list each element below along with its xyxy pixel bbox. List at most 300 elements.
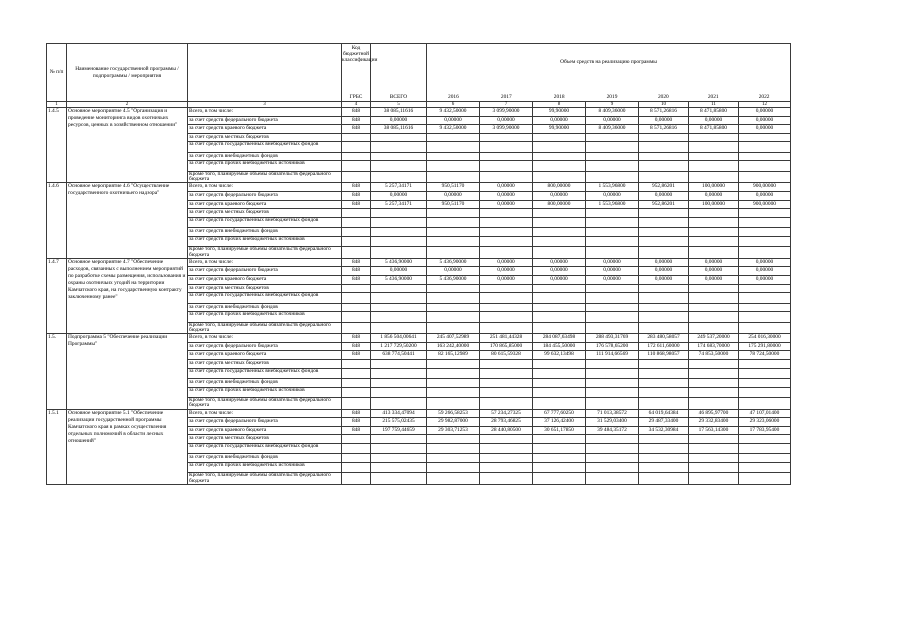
year-value: 0,00000 [480,200,533,209]
year-value: 8 409,36000 [586,125,639,134]
year-value: 0,00000 [639,258,689,267]
year-value [639,228,689,237]
year-value: 8 571,26816 [639,108,689,117]
total-value: 0,00000 [371,191,427,200]
year-value: 249 537,20000 [689,334,739,343]
year-value [586,209,639,218]
year-value [586,228,639,237]
year-value [533,435,586,444]
grbs-code [342,435,371,444]
year-value [689,217,739,228]
year-value: 5 436,90000 [427,275,480,284]
year-value [427,398,480,409]
year-value: 800,00000 [533,183,586,192]
year-value [586,322,639,333]
year-value [739,217,791,228]
funding-source: Кроме того, планируемые объемы обязательств федерального бюджета [188,322,342,333]
column-index: 8 [533,102,586,108]
header-year: 2016 [448,93,459,100]
year-value [739,133,791,142]
year-value [480,462,533,473]
funding-source: Всего, в том числе: [188,258,342,267]
year-value [739,398,791,409]
funding-source: за счет средств местных бюджетов [188,359,342,368]
year-value [427,217,480,228]
funding-source: за счет средств внебюджетных фондов [188,152,342,161]
grbs-code [342,236,371,247]
funding-source: за счет средств краевого бюджета [188,200,342,209]
grbs-code: 848 [342,275,371,284]
total-value: 5 257,34171 [371,200,427,209]
year-value [739,454,791,463]
year-value [639,368,689,379]
column-index: 5 [371,102,427,108]
year-value: 57 234,27325 [480,409,533,418]
year-value: 0,00000 [586,275,639,284]
year-value: 31 529,03400 [586,418,639,427]
total-value [371,228,427,237]
column-index: 7 [480,102,533,108]
year-value: 0,00000 [480,183,533,192]
header-source [188,44,342,102]
year-value [739,322,791,333]
year-value [739,303,791,312]
total-value: 638 774,50441 [371,351,427,360]
year-value: 99 632,13498 [533,351,586,360]
year-value [533,379,586,388]
total-value: 38 085,11616 [371,125,427,134]
grbs-code [342,454,371,463]
grbs-code [342,303,371,312]
year-value [639,236,689,247]
table-row [47,334,791,343]
year-value [586,293,639,304]
year-value [689,142,739,153]
header-volume: Объем средств на реализацию программы 2016 2017 2018 2019 2020 2021 2022 [427,44,791,102]
year-value [689,435,739,444]
year-value: 0,00000 [480,267,533,276]
year-value: 100,00000 [689,183,739,192]
year-value [639,284,689,293]
year-value [639,209,689,218]
year-value: 71 013,38572 [586,409,639,418]
header-year: 2018 [553,93,565,100]
year-value: 251 481,44328 [480,334,533,343]
year-value [480,152,533,161]
total-value [371,209,427,218]
total-value [371,247,427,258]
year-value [427,303,480,312]
funding-source: за счет средств федерального бюджета [188,418,342,427]
year-value [586,161,639,172]
year-value [427,228,480,237]
total-value [371,443,427,454]
year-value: 900,00000 [739,183,791,192]
year-value [480,473,533,484]
year-value [689,247,739,258]
grbs-code: 848 [342,334,371,343]
year-value [586,133,639,142]
year-value [427,368,480,379]
year-value [689,152,739,161]
year-value: 0,00000 [739,275,791,284]
grbs-code: 848 [342,351,371,360]
year-value [427,161,480,172]
funding-source: за счет средств федерального бюджета [188,191,342,200]
year-value [427,152,480,161]
year-value [480,293,533,304]
grbs-code [342,209,371,218]
funding-source: за счет средств местных бюджетов [188,284,342,293]
year-value: 0,00000 [739,125,791,134]
funding-source: за счет средств прочих внебюджетных источников [188,387,342,398]
total-value: 5 257,34171 [371,183,427,192]
year-value [639,142,689,153]
year-value [533,443,586,454]
grbs-code [342,473,371,484]
total-value [371,473,427,484]
year-value: 0,00000 [533,275,586,284]
row-number: 1.4.6 [47,183,67,258]
year-value: 0,00000 [533,258,586,267]
year-value [739,462,791,473]
column-index: 1 [47,102,67,108]
grbs-code [342,322,371,333]
grbs-code [342,379,371,388]
year-value: 0,00000 [427,267,480,276]
funding-source: за счет средств федерального бюджета [188,267,342,276]
grbs-code [342,387,371,398]
year-value [739,293,791,304]
year-value [586,387,639,398]
year-value [427,133,480,142]
year-value [639,152,689,161]
funding-source: за счет средств прочих внебюджетных источников [188,462,342,473]
year-value: 0,00000 [639,275,689,284]
year-value: 0,00000 [639,116,689,125]
total-value [371,284,427,293]
grbs-code: 848 [342,183,371,192]
year-value: 0,00000 [739,267,791,276]
measure-name: Основное мероприятие 4.5 "Организация и проведение мониторинга видов охотничьих ресурсов, ценных в хозяйственном отношении" [67,108,188,183]
grbs-code: 848 [342,418,371,427]
year-value [739,209,791,218]
year-value [533,236,586,247]
year-value [689,462,739,473]
header-name: Наименование государственной программы / подпрограммы / мероприятия [67,44,188,102]
year-value: 245 407,52989 [427,334,480,343]
year-value: 800,00000 [533,200,586,209]
funding-source: Кроме того, планируемые объемы обязательств федерального бюджета [188,473,342,484]
funding-source: Всего, в том числе: [188,409,342,418]
year-value [586,473,639,484]
year-value [689,312,739,323]
funding-source: за счет средств прочих внебюджетных источников [188,236,342,247]
measure-name: Основное мероприятие 4.6 "Осуществление государственного охотничьего надзора" [67,183,188,258]
year-value [533,217,586,228]
grbs-code: 848 [342,426,371,435]
year-value: 0,00000 [689,116,739,125]
grbs-code [342,152,371,161]
year-value: 0,00000 [739,258,791,267]
year-value: 47 107,01400 [739,409,791,418]
year-value [533,293,586,304]
year-value [533,387,586,398]
column-index: 11 [689,102,739,108]
year-value [480,209,533,218]
row-number: 1.5.1 [47,409,67,484]
year-value [689,368,739,379]
year-value [586,284,639,293]
year-value [480,247,533,258]
year-value [586,435,639,444]
year-value [480,236,533,247]
year-value [639,379,689,388]
year-value [689,398,739,409]
year-value [639,217,689,228]
year-value: 283 480,58057 [639,334,689,343]
year-value: 175 291,80000 [739,342,791,351]
funding-source: за счет средств государственных внебюджетных фондов [188,217,342,228]
column-index: 2 [67,102,188,108]
year-value: 176 578,65200 [586,342,639,351]
column-index: 3 [188,102,342,108]
year-value: 174 683,70000 [689,342,739,351]
grbs-code [342,398,371,409]
funding-source: за счет средств государственных внебюджетных фондов [188,368,342,379]
year-value [427,247,480,258]
year-value [739,387,791,398]
year-value [480,312,533,323]
funding-source: за счет средств краевого бюджета [188,275,342,284]
total-value: 38 085,11616 [371,108,427,117]
year-value [586,171,639,182]
grbs-code [342,142,371,153]
year-value [586,303,639,312]
year-value [639,473,689,484]
year-value: 39 484,35172 [586,426,639,435]
budget-table [46,43,791,485]
year-value [480,133,533,142]
grbs-code [342,312,371,323]
year-value: 0,00000 [739,116,791,125]
year-value: 170 865,85000 [480,342,533,351]
header-row [47,44,791,102]
year-value [427,171,480,182]
funding-source: за счет средств федерального бюджета [188,342,342,351]
year-value [427,236,480,247]
year-value [480,322,533,333]
year-value: 74 853,50000 [689,351,739,360]
year-value [639,398,689,409]
year-value: 46 895,97700 [689,409,739,418]
year-value [739,284,791,293]
year-value [689,228,739,237]
year-value [586,152,639,161]
year-value: 0,00000 [480,191,533,200]
funding-source: за счет средств внебюджетных фондов [188,454,342,463]
year-value [586,379,639,388]
grbs-code [342,359,371,368]
funding-source: за счет средств государственных внебюджетных фондов [188,443,342,454]
total-value [371,462,427,473]
year-value [689,236,739,247]
year-value: 28 793,46825 [480,418,533,427]
grbs-code [342,133,371,142]
table-row [47,409,791,418]
year-value: 100,00000 [689,200,739,209]
year-value: 0,00000 [427,116,480,125]
column-index: 4 [342,102,371,108]
grbs-code: 848 [342,116,371,125]
year-value: 8 409,36000 [586,108,639,117]
year-value: 9 432,50000 [427,108,480,117]
grbs-code [342,161,371,172]
funding-source: за счет средств краевого бюджета [188,426,342,435]
year-value [639,171,689,182]
year-value [480,142,533,153]
year-value [533,152,586,161]
year-value: 0,00000 [689,267,739,276]
table-row [47,183,791,192]
year-value [739,247,791,258]
year-value: 0,00000 [480,116,533,125]
funding-source: за счет средств местных бюджетов [188,435,342,444]
year-value: 184 455,50000 [533,342,586,351]
year-value: 5 436,90000 [427,258,480,267]
year-value: 0,00000 [639,267,689,276]
year-value: 900,00000 [739,200,791,209]
year-value [480,359,533,368]
year-value: 110 868,98057 [639,351,689,360]
year-value: 111 914,66569 [586,351,639,360]
year-value: 0,00000 [533,116,586,125]
grbs-code: 848 [342,191,371,200]
grbs-code [342,247,371,258]
total-value [371,293,427,304]
total-value [371,322,427,333]
year-value [739,236,791,247]
year-value: 82 165,12989 [427,351,480,360]
year-value: 0,00000 [739,108,791,117]
funding-source: за счет средств местных бюджетов [188,133,342,142]
year-value: 0,00000 [586,191,639,200]
total-value [371,171,427,182]
year-value [427,473,480,484]
year-value [586,462,639,473]
year-value [480,387,533,398]
year-value: 9 432,50000 [427,125,480,134]
total-value [371,387,427,398]
funding-source: Кроме того, планируемые объемы обязательств федерального бюджета [188,171,342,182]
total-value [371,368,427,379]
header-code: Код бюджетной классификации ГРБС [342,45,378,100]
year-value [586,312,639,323]
year-value [586,443,639,454]
year-value [533,473,586,484]
year-value: 952,86201 [639,183,689,192]
year-value [533,322,586,333]
year-value [739,312,791,323]
year-value [689,209,739,218]
year-value [739,473,791,484]
year-value [480,228,533,237]
budget-table-sheet [46,43,791,485]
year-value [639,161,689,172]
year-value [689,171,739,182]
year-value [689,454,739,463]
year-value: 1 553,96800 [586,183,639,192]
year-value: 0,00000 [480,275,533,284]
grbs-code [342,462,371,473]
year-value [533,247,586,258]
year-value: 950,51170 [427,200,480,209]
year-value [480,303,533,312]
measure-name: Основное мероприятие 4.7 "Обеспечение расходов, связанных с выполнением мероприятий по разработке схемы размещения, использования и охраны охотничьих угодий на территории Камчатского края, на государственную контракту заключенному ранее" [67,258,188,333]
grbs-code [342,228,371,237]
table-row [47,108,791,117]
year-value: 163 242,40000 [427,342,480,351]
funding-source: за счет средств внебюджетных фондов [188,228,342,237]
year-value [427,359,480,368]
year-value [586,236,639,247]
total-value: 5 436,90000 [371,258,427,267]
grbs-code: 848 [342,200,371,209]
year-value: 29 332,83400 [689,418,739,427]
year-value: 59 266,58253 [427,409,480,418]
year-value [480,454,533,463]
total-value: 197 759,44659 [371,426,427,435]
year-value [739,359,791,368]
year-value: 8 471,85800 [689,125,739,134]
year-value [739,171,791,182]
year-value [533,171,586,182]
year-value [689,443,739,454]
header-grbs: ГРБС [349,93,363,100]
year-value [739,152,791,161]
year-value: 8 571,26816 [639,125,689,134]
table-row [47,258,791,267]
year-value [689,379,739,388]
year-value: 288 493,31769 [586,334,639,343]
total-value [371,435,427,444]
measure-name: Основное мероприятие 5.1 "Обеспечение реализации государственной программы Камчатского края в рамках осуществления отдельных полномочий в области лесных отношений" [67,409,188,484]
column-index: 9 [586,102,639,108]
year-value [533,133,586,142]
year-value: 0,00000 [586,258,639,267]
year-value [689,387,739,398]
year-value [533,209,586,218]
grbs-code: 848 [342,342,371,351]
year-value: 254 016,30000 [739,334,791,343]
grbs-code [342,443,371,454]
year-value [639,133,689,142]
total-value [371,398,427,409]
year-value: 3 099,90000 [480,125,533,134]
year-value: 34 532,30984 [639,426,689,435]
year-value: 950,51170 [427,183,480,192]
year-value [533,398,586,409]
year-value [533,142,586,153]
year-value: 0,00000 [689,191,739,200]
funding-source: за счет средств внебюджетных фондов [188,303,342,312]
year-value: 0,00000 [689,258,739,267]
year-value: 67 777,60250 [533,409,586,418]
funding-source: Всего, в том числе: [188,108,342,117]
year-value [586,142,639,153]
funding-source: за счет средств прочих внебюджетных источников [188,161,342,172]
year-value: 28 440,80500 [480,426,533,435]
